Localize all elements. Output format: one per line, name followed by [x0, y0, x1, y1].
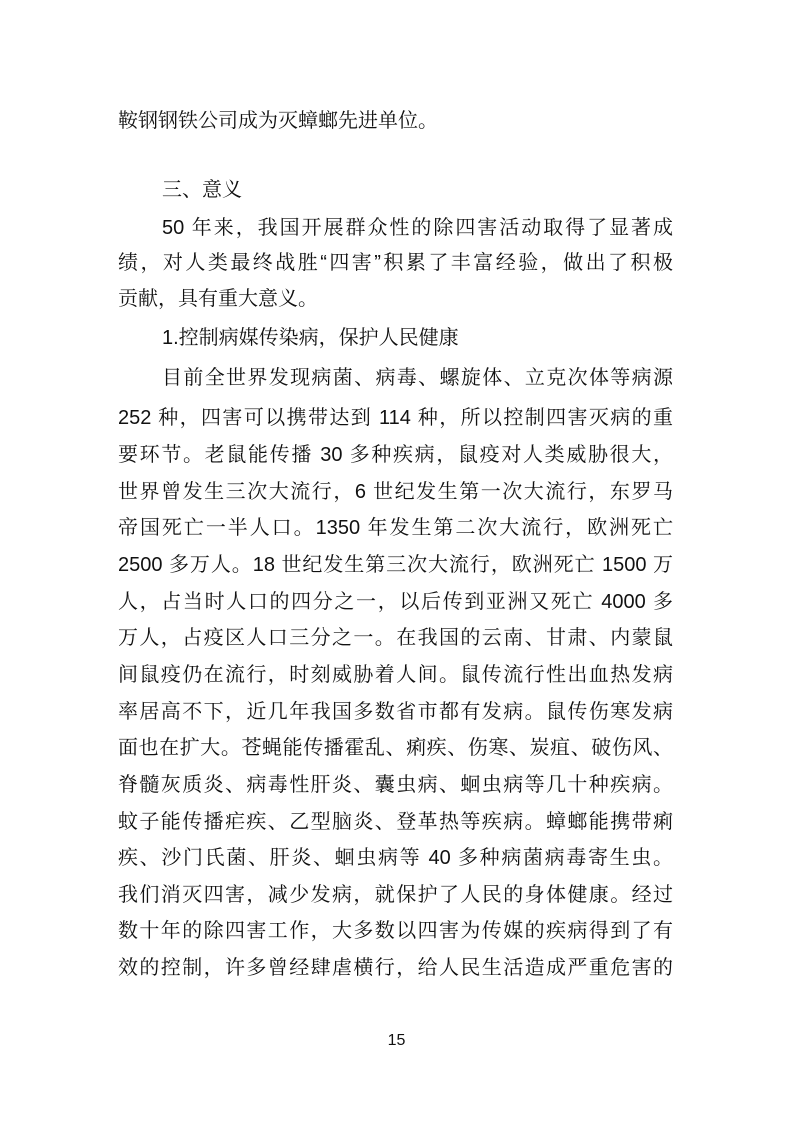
section-heading: 三、意义: [162, 179, 242, 201]
text-line: 人，占当时人口的四分之一，以后传到亚洲又死亡 4000 多: [118, 591, 673, 613]
text-line: 我们消灭四害，减少发病，就保护了人民的身体健康。经过: [118, 884, 673, 906]
text-line: 面也在扩大。苍蝇能传播霍乱、痢疾、伤寒、炭疽、破伤风、: [118, 737, 673, 759]
text-line: 间鼠疫仍在流行，时刻威胁着人间。鼠传流行性出血热发病: [118, 664, 673, 686]
text-line: 鞍钢钢铁公司成为灭蟑螂先进单位。: [118, 110, 438, 132]
text-line: 效的控制，许多曾经肆虐横行，给人民生活造成严重危害的: [118, 957, 673, 979]
text-line: 50 年来，我国开展群众性的除四害活动取得了显著成: [162, 217, 673, 239]
text-line: 世界曾发生三次大流行，6 世纪发生第一次大流行，东罗马: [118, 481, 673, 503]
text-line: 2500 多万人。18 世纪发生第三次大流行，欧洲死亡 1500 万: [118, 554, 673, 576]
text-line: 帝国死亡一半人口。1350 年发生第二次大流行，欧洲死亡: [118, 517, 673, 539]
text-line: 蚊子能传播疟疾、乙型脑炎、登革热等疾病。蟑螂能携带痢: [118, 811, 673, 833]
text-line: 万人，占疫区人口三分之一。在我国的云南、甘肃、内蒙鼠: [118, 627, 673, 649]
text-line: 目前全世界发现病菌、病毒、螺旋体、立克次体等病源: [162, 367, 673, 389]
text-line: 252 种，四害可以携带达到 114 种，所以控制四害灭病的重: [118, 407, 673, 429]
subsection-heading: 1.控制病媒传染病，保护人民健康: [162, 327, 459, 349]
page-number: 15: [387, 1032, 406, 1049]
text-line: 绩，对人类最终战胜“四害”积累了丰富经验，做出了积极: [118, 252, 673, 274]
text-line: 率居高不下，近几年我国多数省市都有发病。鼠传伤寒发病: [118, 701, 673, 723]
text-line: 脊髓灰质炎、病毒性肝炎、囊虫病、蛔虫病等几十种疾病。: [118, 774, 673, 796]
text-line: 贡献，具有重大意义。: [118, 288, 318, 310]
text-line: 数十年的除四害工作，大多数以四害为传媒的疾病得到了有: [118, 920, 673, 942]
text-line: 疾、沙门氏菌、肝炎、蛔虫病等 40 多种病菌病毒寄生虫。: [118, 847, 673, 869]
text-line: 要环节。老鼠能传播 30 多种疾病，鼠疫对人类威胁很大，: [118, 444, 673, 466]
